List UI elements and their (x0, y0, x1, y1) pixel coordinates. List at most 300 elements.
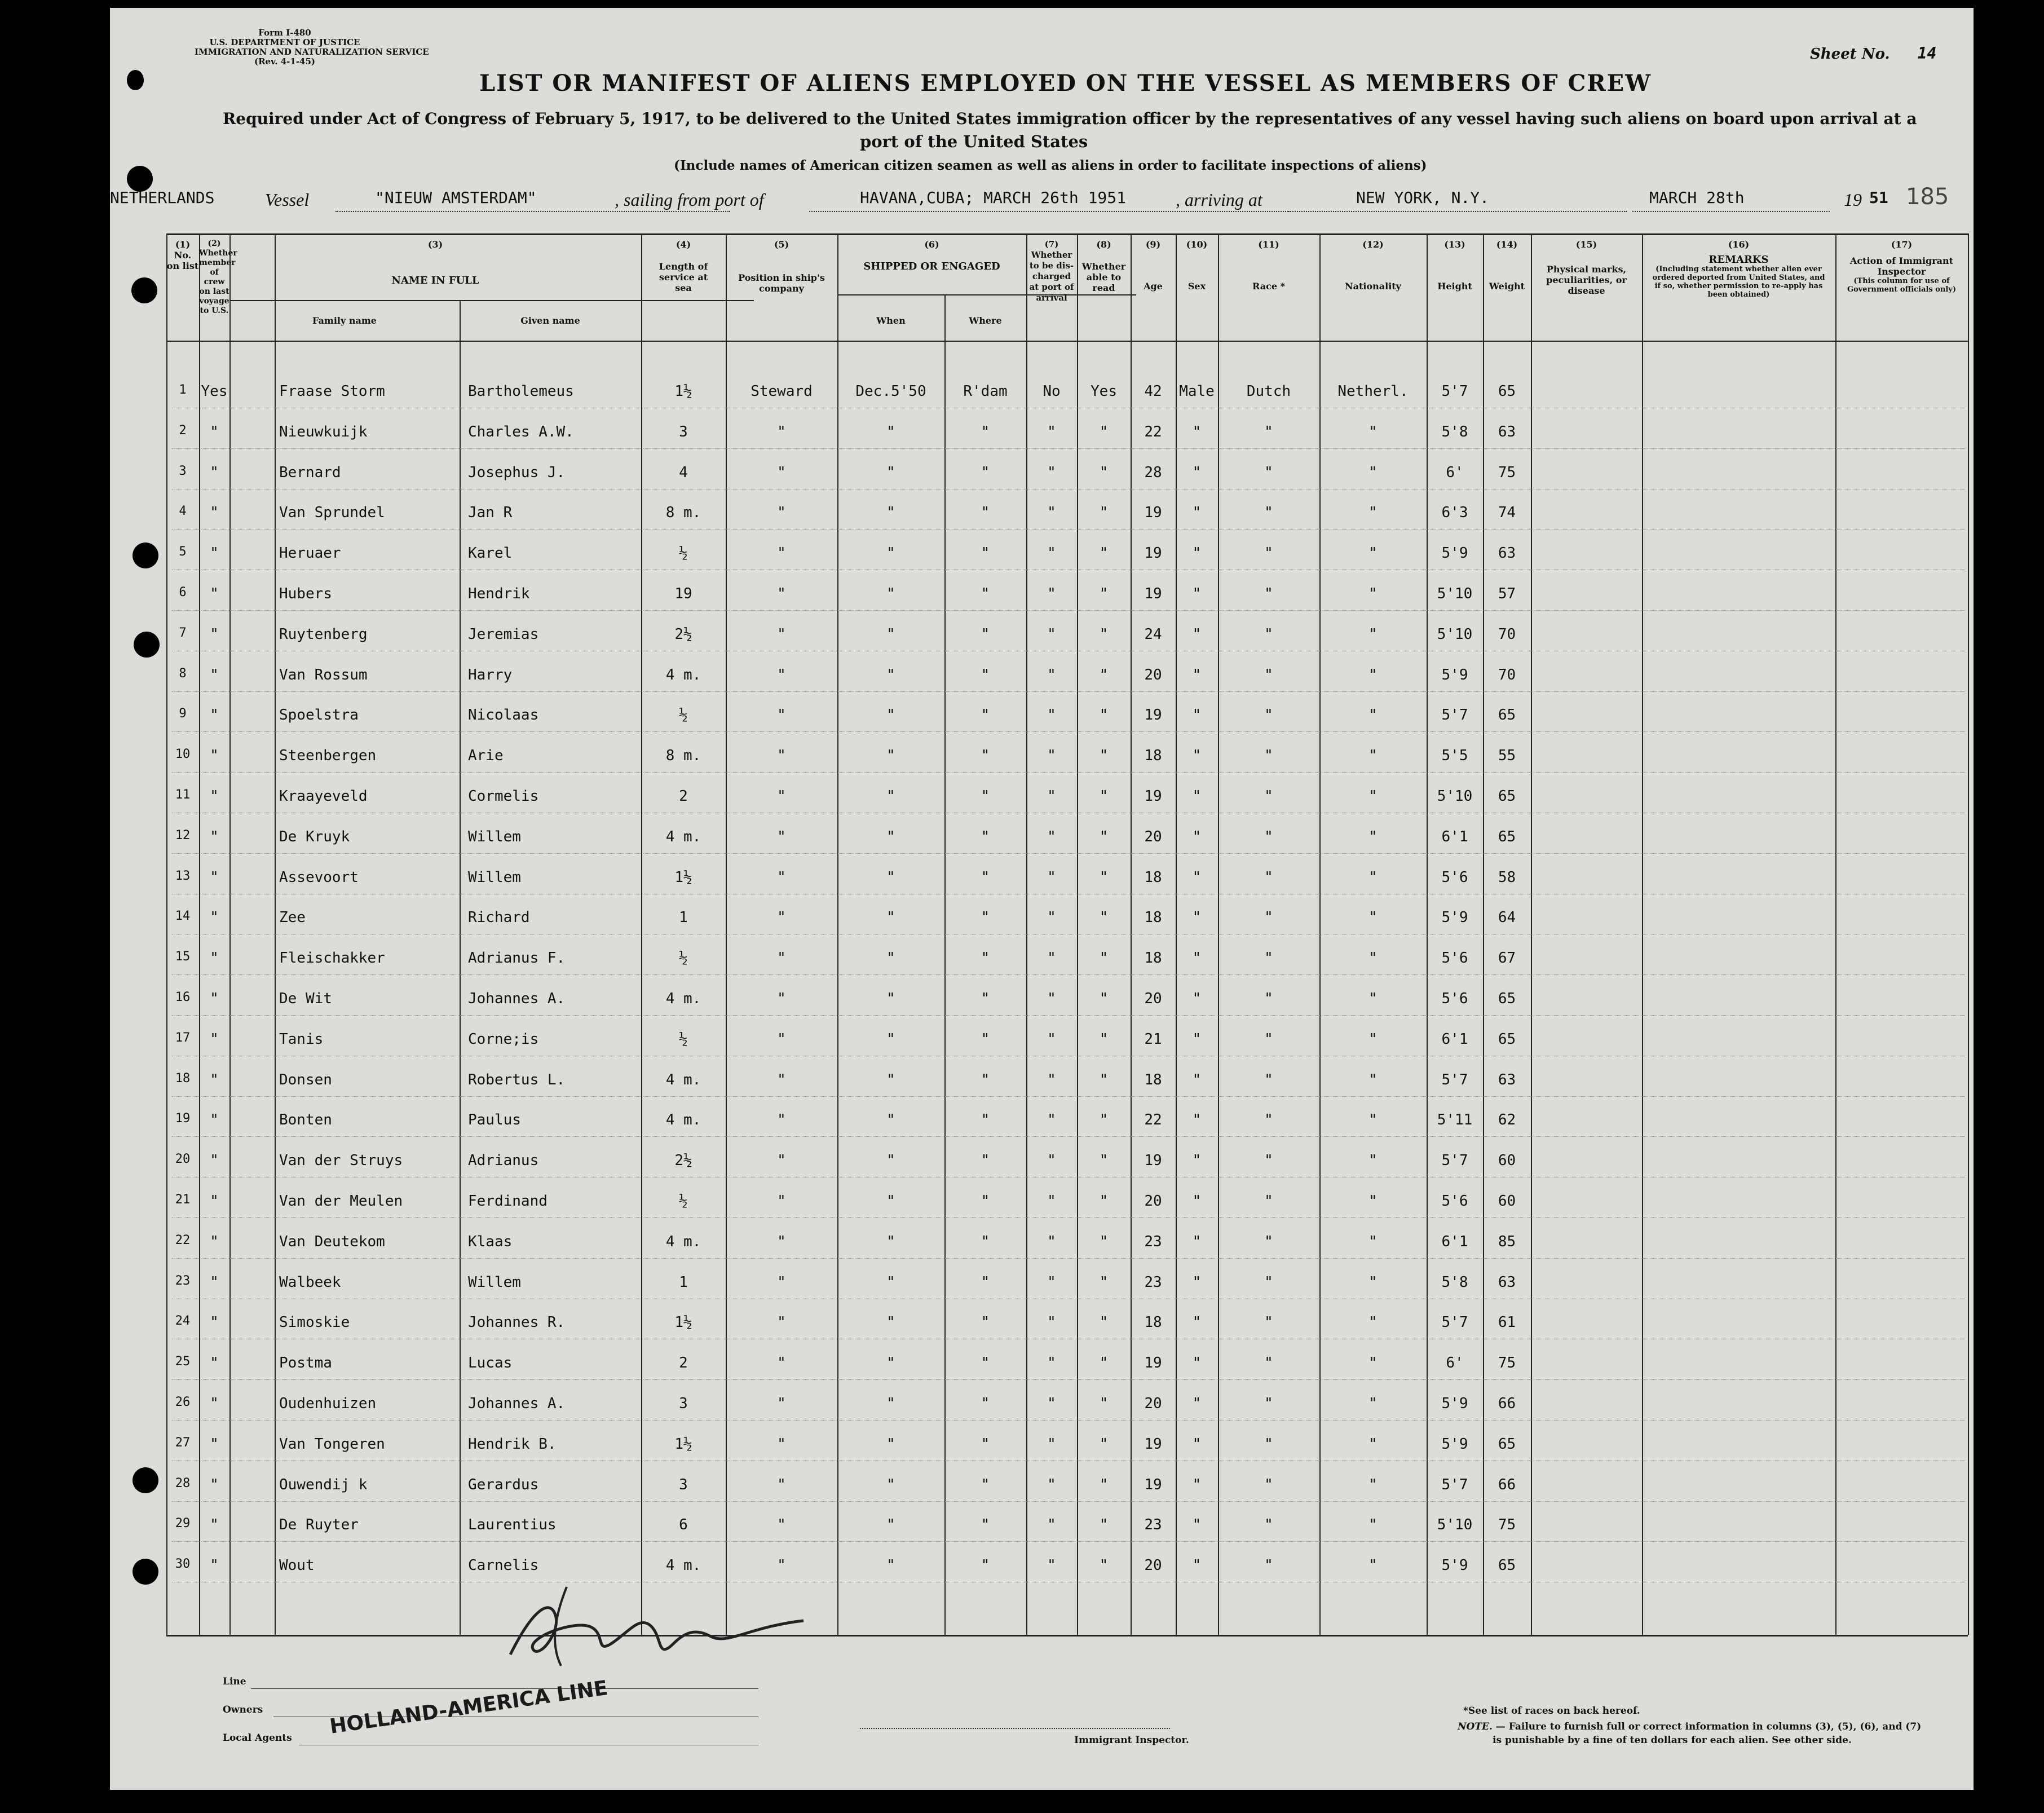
col-3-header: (3) NAME IN FULL (391, 239, 479, 286)
cell-nat: " (1368, 828, 1378, 845)
page-title: LIST OR MANIFEST OF ALIENS EMPLOYED ON THE VESSEL AS MEMBERS OF CREW (479, 70, 1652, 96)
cell-family: Van Sprundel (279, 504, 385, 522)
cell-family: Spoelstra (279, 707, 359, 724)
vessel-name: "NIEUW AMSTERDAM" (375, 188, 537, 207)
cell-ht: 5'10 (1437, 788, 1473, 805)
cell-nat: " (1368, 504, 1378, 522)
punch-hole (134, 632, 160, 658)
cell-no: 11 (175, 788, 191, 802)
cell-no: 9 (179, 707, 187, 721)
cell-where: " (981, 1395, 990, 1412)
cell-family: Oudenhuizen (279, 1395, 377, 1412)
cell-no: 22 (175, 1233, 191, 1247)
cell-sex: " (1192, 1233, 1202, 1250)
cell-no: 10 (175, 747, 191, 762)
cell-given: Johannes A. (468, 990, 566, 1007)
cell-pos: " (777, 1435, 786, 1453)
cell-len: 1½ (674, 1435, 692, 1453)
cell-when: " (886, 1395, 895, 1412)
destination-port: NEW YORK, N.Y. (1356, 188, 1490, 207)
cell-where: " (981, 504, 990, 522)
cell-race: " (1264, 1111, 1273, 1129)
cell-sex: " (1192, 1314, 1202, 1331)
cell-wt: 85 (1498, 1233, 1516, 1250)
cell-no: 1 (179, 383, 187, 397)
cell-pos: " (777, 1233, 786, 1250)
cell-when: " (886, 1273, 895, 1291)
cell-disch: " (1047, 1152, 1056, 1170)
cell-nat: " (1368, 990, 1378, 1007)
cell-nat: " (1368, 625, 1378, 643)
cell-where: R'dam (963, 383, 1008, 400)
cell-age: 20 (1144, 828, 1162, 845)
cell-when: Dec.5'50 (855, 383, 926, 400)
cell-prev: " (210, 1193, 219, 1210)
cell-given: Johannes R. (468, 1314, 566, 1331)
cell-race: " (1264, 707, 1273, 724)
cell-disch: " (1047, 504, 1056, 522)
cell-prev: " (210, 666, 219, 683)
cell-family: Van Tongeren (279, 1435, 385, 1453)
given-name-header: Given name (520, 315, 580, 326)
cell-nat: " (1368, 666, 1378, 683)
cell-nat: " (1368, 909, 1378, 927)
cell-where: " (981, 1273, 990, 1291)
arriving-label: , arriving at (1176, 189, 1262, 210)
cell-prev: " (210, 950, 219, 967)
cell-no: 29 (175, 1516, 191, 1531)
cell-given: Klaas (468, 1233, 513, 1250)
cell-prev: " (210, 747, 219, 765)
cell-ht: 6'1 (1441, 828, 1468, 845)
cell-given: Jeremias (468, 625, 539, 643)
cell-read: " (1099, 666, 1109, 683)
cell-family: De Ruyter (279, 1516, 359, 1534)
cell-when: " (886, 828, 895, 845)
cell-when: " (886, 1071, 895, 1088)
cell-race: " (1264, 625, 1273, 643)
cell-where: " (981, 1314, 990, 1331)
cell-where: " (981, 868, 990, 886)
cell-no: 15 (175, 950, 191, 964)
cell-ht: 5'11 (1437, 1111, 1473, 1129)
cell-family: Wout (279, 1557, 315, 1574)
cell-race: " (1264, 1516, 1273, 1534)
cell-family: Ouwendij k (279, 1476, 368, 1493)
cell-read: " (1099, 1395, 1109, 1412)
punch-hole (131, 277, 157, 303)
cell-race: " (1264, 828, 1273, 845)
col-10-header: (10) Sex (1186, 239, 1208, 292)
col-2-header: (2) Whether member of crew on last voyage to U.S. (199, 239, 237, 315)
cell-when: " (886, 1355, 895, 1372)
cell-nat: " (1368, 1355, 1378, 1372)
cell-prev: " (210, 1314, 219, 1331)
cell-sex: " (1192, 423, 1202, 440)
cell-given: Charles A.W. (468, 423, 574, 440)
cell-age: 24 (1144, 625, 1162, 643)
cell-sex: " (1192, 1071, 1202, 1088)
cell-prev: " (210, 828, 219, 845)
cell-len: ½ (679, 707, 688, 724)
cell-family: Postma (279, 1355, 332, 1372)
cell-age: 19 (1144, 585, 1162, 602)
cell-where: " (981, 1476, 990, 1493)
cell-disch: " (1047, 707, 1056, 724)
cell-pos: " (777, 666, 786, 683)
cell-wt: 64 (1498, 909, 1516, 927)
cell-nat: " (1368, 950, 1378, 967)
cell-prev: " (210, 1111, 219, 1129)
subtitle-line-2: port of the United States (860, 132, 1088, 151)
cell-disch: " (1047, 1355, 1056, 1372)
cell-sex: " (1192, 747, 1202, 765)
cell-wt: 65 (1498, 707, 1516, 724)
cell-len: 2½ (674, 1152, 692, 1170)
cell-pos: " (777, 1152, 786, 1170)
cell-ht: 5'9 (1441, 909, 1468, 927)
cell-ht: 5'8 (1441, 423, 1468, 440)
cell-age: 18 (1144, 747, 1162, 765)
cell-given: Willem (468, 828, 521, 845)
cell-nat: " (1368, 1111, 1378, 1129)
cell-race: " (1264, 1193, 1273, 1210)
col-17-header: (17) Action of Immigrant Inspector (This column for use of Government officials only) (1847, 239, 1956, 294)
cell-age: 18 (1144, 909, 1162, 927)
cell-age: 23 (1144, 1233, 1162, 1250)
cell-prev: " (210, 545, 219, 562)
cell-ht: 6'1 (1441, 1233, 1468, 1250)
cell-prev: " (210, 1030, 219, 1048)
cell-when: " (886, 1314, 895, 1331)
cell-disch: " (1047, 1476, 1056, 1493)
cell-given: Josephus J. (468, 464, 566, 481)
cell-ht: 5'9 (1441, 666, 1468, 683)
cell-sex: " (1192, 1395, 1202, 1412)
cell-wt: 55 (1498, 747, 1516, 765)
cell-when: " (886, 990, 895, 1007)
cell-race: " (1264, 1314, 1273, 1331)
cell-race: " (1264, 1557, 1273, 1574)
cell-pos: " (777, 707, 786, 724)
cell-pos: " (777, 868, 786, 886)
cell-when: " (886, 788, 895, 805)
cell-read: Yes (1091, 383, 1117, 400)
cell-family: Kraayeveld (279, 788, 368, 805)
cell-when: " (886, 868, 895, 886)
cell-disch: " (1047, 1030, 1056, 1048)
cell-when: " (886, 1516, 895, 1534)
cell-prev: " (210, 585, 219, 602)
cell-wt: 65 (1498, 828, 1516, 845)
where-header: Where (969, 315, 1002, 326)
cell-disch: " (1047, 585, 1056, 602)
cell-nat: " (1368, 788, 1378, 805)
cell-disch: " (1047, 666, 1056, 683)
cell-wt: 66 (1498, 1395, 1516, 1412)
cell-wt: 66 (1498, 1476, 1516, 1493)
cell-wt: 65 (1498, 788, 1516, 805)
cell-pos: " (777, 1273, 786, 1291)
punch-hole (133, 1559, 158, 1585)
cell-disch: " (1047, 423, 1056, 440)
cell-disch: " (1047, 828, 1056, 845)
cell-disch: " (1047, 868, 1056, 886)
cell-where: " (981, 1355, 990, 1372)
cell-family: Nieuwkuijk (279, 423, 368, 440)
cell-family: Zee (279, 909, 306, 927)
cell-no: 16 (175, 990, 191, 1004)
cell-wt: 67 (1498, 950, 1516, 967)
cell-age: 23 (1144, 1516, 1162, 1534)
cell-age: 22 (1144, 423, 1162, 440)
sailing-port: HAVANA,CUBA; MARCH 26th 1951 (860, 188, 1127, 207)
cell-where: " (981, 1435, 990, 1453)
cell-nat: " (1368, 1152, 1378, 1170)
cell-when: " (886, 625, 895, 643)
cell-disch: " (1047, 1273, 1056, 1291)
cell-age: 19 (1144, 545, 1162, 562)
cell-wt: 63 (1498, 1071, 1516, 1088)
cell-pos: " (777, 585, 786, 602)
cell-age: 18 (1144, 868, 1162, 886)
cell-when: " (886, 1193, 895, 1210)
cell-where: " (981, 1193, 990, 1210)
footer-owners-label: Owners (223, 1704, 263, 1715)
cell-wt: 65 (1498, 1557, 1516, 1574)
col-11-header: (11) Race * (1252, 239, 1285, 292)
cell-when: " (886, 464, 895, 481)
cell-len: 19 (674, 585, 692, 602)
cell-len: 4 m. (665, 1111, 701, 1129)
cell-disch: " (1047, 1233, 1056, 1250)
cell-disch: " (1047, 990, 1056, 1007)
cell-prev: " (210, 909, 219, 927)
cell-len: 6 (679, 1516, 688, 1534)
cell-read: " (1099, 828, 1109, 845)
cell-ht: 5'9 (1441, 1435, 1468, 1453)
cell-age: 19 (1144, 504, 1162, 522)
cell-len: 4 m. (665, 1557, 701, 1574)
cell-pos: " (777, 1111, 786, 1129)
cell-len: 2½ (674, 625, 692, 643)
cell-pos: " (777, 504, 786, 522)
cell-no: 21 (175, 1193, 191, 1207)
cell-race: " (1264, 1395, 1273, 1412)
when-header: When (876, 315, 906, 326)
cell-no: 20 (175, 1152, 191, 1167)
cell-ht: 5'10 (1437, 625, 1473, 643)
cell-given: Carnelis (468, 1557, 539, 1574)
cell-wt: 70 (1498, 666, 1516, 683)
cell-where: " (981, 828, 990, 845)
cell-age: 42 (1144, 383, 1162, 400)
cell-read: " (1099, 1071, 1109, 1088)
cell-read: " (1099, 1557, 1109, 1574)
cell-given: Adrianus (468, 1152, 539, 1170)
cell-given: Nicolaas (468, 707, 539, 724)
cell-ht: 5'7 (1441, 1314, 1468, 1331)
cell-ht: 6'1 (1441, 1030, 1468, 1048)
cell-read: " (1099, 747, 1109, 765)
cell-disch: " (1047, 464, 1056, 481)
handwritten-signature (499, 1576, 815, 1671)
col-6-header: (6) SHIPPED OR ENGAGED (863, 239, 1000, 272)
cell-nat: " (1368, 1314, 1378, 1331)
cell-given: Harry (468, 666, 513, 683)
cell-given: Cormelis (468, 788, 539, 805)
cell-sex: " (1192, 868, 1202, 886)
col-14-header: (14) Weight (1489, 239, 1525, 292)
cell-pos: " (777, 423, 786, 440)
cell-given: Lucas (468, 1355, 513, 1372)
cell-disch: " (1047, 1314, 1056, 1331)
footer-line-label: Line (223, 1676, 246, 1687)
cell-pos: " (777, 747, 786, 765)
cell-family: Walbeek (279, 1273, 341, 1291)
cell-given: Robertus L. (468, 1071, 566, 1088)
cell-pos: " (777, 909, 786, 927)
cell-given: Karel (468, 545, 513, 562)
cell-wt: 63 (1498, 1273, 1516, 1291)
cell-race: " (1264, 545, 1273, 562)
cell-given: Bartholemeus (468, 383, 574, 400)
cell-len: 4 (679, 464, 688, 481)
cell-family: Ruytenberg (279, 625, 368, 643)
cell-age: 19 (1144, 1476, 1162, 1493)
col-5-header: (5) Position in ship's company (738, 239, 825, 294)
cell-no: 23 (175, 1273, 191, 1288)
cell-nat: " (1368, 868, 1378, 886)
cell-pos: " (777, 1030, 786, 1048)
cell-pos: " (777, 1355, 786, 1372)
cell-no: 2 (179, 423, 187, 438)
cell-ht: 5'6 (1441, 868, 1468, 886)
cell-len: 1½ (674, 868, 692, 886)
cell-sex: " (1192, 1152, 1202, 1170)
cell-wt: 65 (1498, 1030, 1516, 1048)
cell-ht: 5'9 (1441, 1395, 1468, 1412)
cell-prev: " (210, 1476, 219, 1493)
cell-prev: " (210, 1273, 219, 1291)
cell-no: 18 (175, 1071, 191, 1086)
cell-prev: " (210, 1152, 219, 1170)
cell-race: " (1264, 1476, 1273, 1493)
cell-read: " (1099, 1233, 1109, 1250)
cell-disch: " (1047, 625, 1056, 643)
cell-age: 20 (1144, 990, 1162, 1007)
cell-wt: 60 (1498, 1152, 1516, 1170)
cell-sex: " (1192, 909, 1202, 927)
cell-len: 4 m. (665, 1071, 701, 1088)
cell-given: Arie (468, 747, 504, 765)
cell-when: " (886, 747, 895, 765)
cell-sex: " (1192, 464, 1202, 481)
cell-ht: 5'7 (1441, 1152, 1468, 1170)
cell-ht: 6' (1446, 1355, 1464, 1372)
cell-when: " (886, 950, 895, 967)
cell-ht: 5'8 (1441, 1273, 1468, 1291)
cell-read: " (1099, 1111, 1109, 1129)
cell-family: Hubers (279, 585, 332, 602)
cell-race: " (1264, 788, 1273, 805)
cell-when: " (886, 585, 895, 602)
cell-read: " (1099, 707, 1109, 724)
cell-len: 3 (679, 1395, 688, 1412)
cell-wt: 75 (1498, 464, 1516, 481)
cell-disch: " (1047, 1557, 1056, 1574)
cell-prev: " (210, 625, 219, 643)
punch-hole (133, 542, 158, 568)
cell-sex: " (1192, 1557, 1202, 1574)
cell-wt: 61 (1498, 1314, 1516, 1331)
cell-given: Corne;is (468, 1030, 539, 1048)
cell-race: " (1264, 666, 1273, 683)
cell-race: " (1264, 990, 1273, 1007)
cell-age: 18 (1144, 950, 1162, 967)
cell-sex: " (1192, 1193, 1202, 1210)
cell-disch: " (1047, 1071, 1056, 1088)
cell-nat: " (1368, 1435, 1378, 1453)
cell-family: Bonten (279, 1111, 332, 1129)
cell-no: 12 (175, 828, 191, 842)
col-12-header: (12) Nationality (1345, 239, 1401, 292)
cell-wt: 70 (1498, 625, 1516, 643)
punch-hole (127, 70, 144, 90)
footer-agents-label: Local Agents (223, 1732, 292, 1744)
cell-where: " (981, 788, 990, 805)
cell-sex: " (1192, 1273, 1202, 1291)
cell-race: " (1264, 1435, 1273, 1453)
cell-family: Van Rossum (279, 666, 368, 683)
arrival-date: MARCH 28th (1649, 188, 1745, 207)
cell-prev: " (210, 707, 219, 724)
cell-sex: " (1192, 585, 1202, 602)
cell-sex: " (1192, 1435, 1202, 1453)
cell-family: De Kruyk (279, 828, 350, 845)
col-15-header: (15) Physical marks, peculiarities, or disease (1546, 239, 1627, 296)
cell-when: " (886, 707, 895, 724)
cell-when: " (886, 909, 895, 927)
cell-family: Heruaer (279, 545, 341, 562)
cell-disch: " (1047, 1111, 1056, 1129)
sheet-value: 14 (1917, 44, 1937, 63)
cell-when: " (886, 666, 895, 683)
cell-no: 30 (175, 1557, 191, 1572)
cell-when: " (886, 1233, 895, 1250)
cell-ht: 5'7 (1441, 707, 1468, 724)
cell-disch: " (1047, 950, 1056, 967)
cell-wt: 75 (1498, 1516, 1516, 1534)
cell-len: 1½ (674, 1314, 692, 1331)
cell-age: 19 (1144, 1355, 1162, 1372)
cell-no: 17 (175, 1030, 191, 1045)
cell-sex: " (1192, 625, 1202, 643)
cell-len: ½ (679, 1030, 688, 1048)
cell-where: " (981, 464, 990, 481)
cell-read: " (1099, 909, 1109, 927)
cell-race: " (1264, 1071, 1273, 1088)
cell-age: 20 (1144, 1193, 1162, 1210)
cell-where: " (981, 1233, 990, 1250)
cell-disch: " (1047, 1435, 1056, 1453)
cell-prev: " (210, 1071, 219, 1088)
cell-family: Van Deutekom (279, 1233, 385, 1250)
cell-len: 8 m. (665, 747, 701, 765)
cell-no: 27 (175, 1435, 191, 1450)
cell-ht: 5'6 (1441, 1193, 1468, 1210)
cell-sex: Male (1179, 383, 1215, 400)
